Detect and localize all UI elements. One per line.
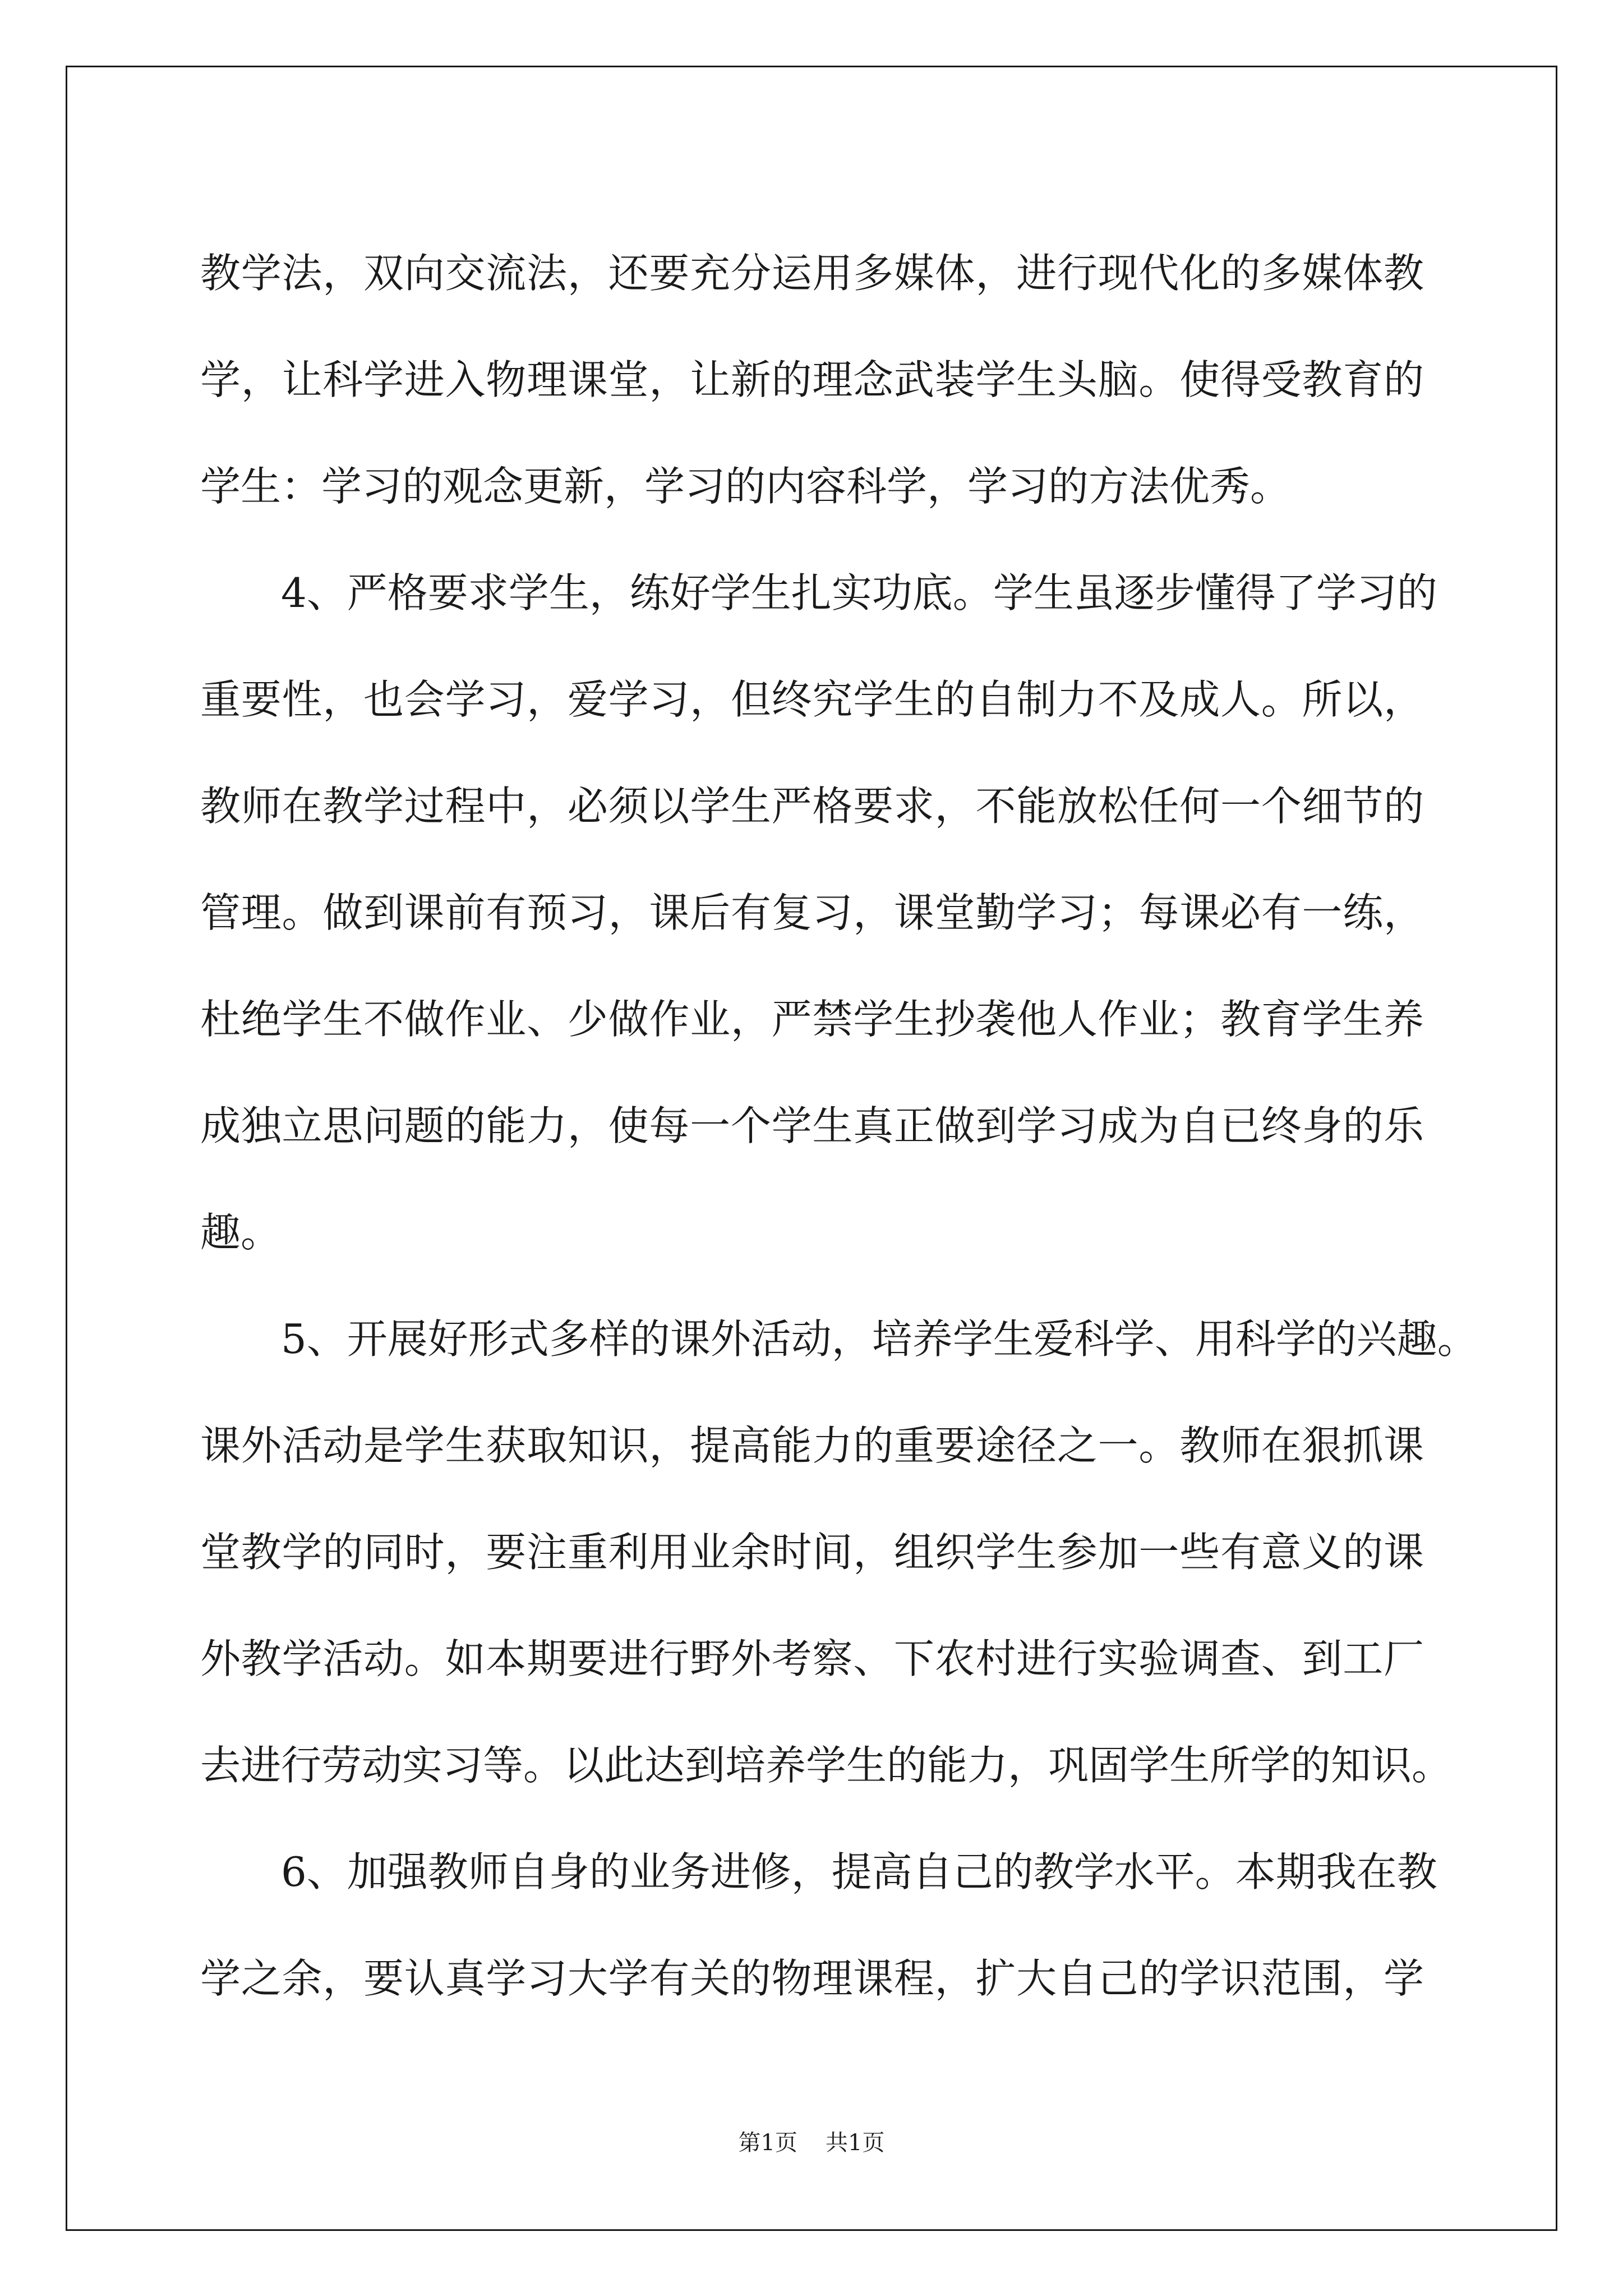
text-line: 课外活动是学生获取知识，提高能力的重要途径之一。教师在狠抓课: [200, 1422, 1424, 1469]
text-line: 6、加强教师自身的业务进修，提高自己的教学水平。本期我在教: [281, 1848, 1437, 1895]
page-number-current: 第1页: [738, 2130, 797, 2156]
text-line: 管理。做到课前有预习，课后有复习，课堂勤学习；每课必有一练，: [200, 889, 1424, 936]
text-line: 学之余，要认真学习大学有关的物理课程，扩大自己的学识范围，学: [200, 1955, 1424, 2002]
document-body: [200, 220, 1478, 2032]
text-line: 教师在教学过程中，必须以学生严格要求，不能放松任何一个细节的: [200, 783, 1424, 830]
text-line: 成独立思问题的能力，使每一个学生真正做到学习成为自已终身的乐: [200, 1102, 1424, 1149]
text-line: 杜绝学生不做作业、少做作业，严禁学生抄袭他人作业；教育学生养: [200, 996, 1424, 1043]
page-number-total: 共1页: [826, 2130, 885, 2156]
text-line: 5、开展好形式多样的课外活动，培养学生爱科学、用科学的兴趣。: [281, 1315, 1478, 1363]
text-line: 4、严格要求学生，练好学生扎实功底。学生虽逐步懂得了学习的: [281, 569, 1437, 616]
text-line: 趣。: [200, 1209, 282, 1256]
text-line: 教学法，双向交流法，还要充分运用多媒体，进行现代化的多媒体教: [200, 250, 1424, 297]
page-footer: [0, 2129, 1623, 2157]
text-line: 外教学活动。如本期要进行野外考察、下农村进行实验调查、到工厂: [200, 1635, 1424, 1682]
text-line: 学，让科学进入物理课堂，让新的理念武装学生头脑。使得受教育的: [200, 356, 1424, 403]
text-line: 学生：学习的观念更新，学习的内容科学，学习的方法优秀。: [200, 463, 1291, 510]
text-line: 去进行劳动实习等。以此达到培养学生的能力，巩固学生所学的知识。: [200, 1742, 1453, 1789]
text-line: 堂教学的同时，要注重利用业余时间，组织学生参加一些有意义的课: [200, 1529, 1424, 1576]
text-line: 重要性，也会学习，爱学习，但终究学生的自制力不及成人。所以，: [200, 676, 1424, 723]
